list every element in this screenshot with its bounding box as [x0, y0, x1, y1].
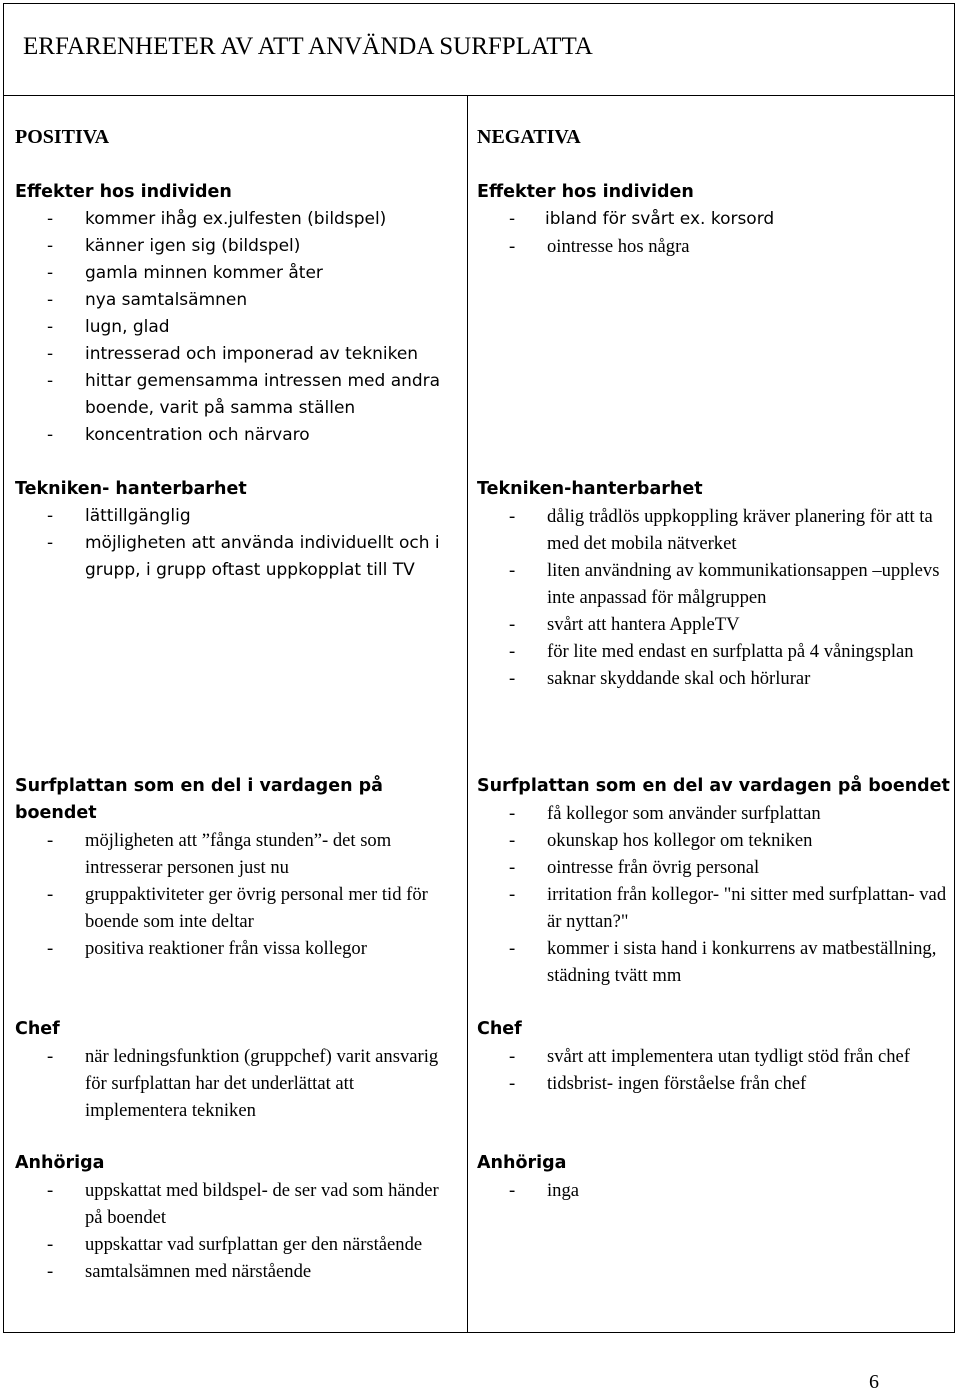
positive-section-manager — [15, 1016, 460, 1124]
negative-heading: NEGATIVA — [477, 126, 581, 148]
list-item: - uppskattar vad surfplattan ger den närstående — [15, 1231, 460, 1258]
section-heading: Tekniken- hanterbarhet — [15, 479, 247, 499]
title-row — [4, 4, 954, 96]
list-item: - svårt att hantera AppleTV — [477, 611, 952, 638]
list-item: - kommer i sista hand i konkurrens av matbeställning, städning tvätt mm — [477, 935, 952, 989]
negative-section-technology — [477, 476, 952, 692]
list-item: - koncentration och närvaro — [15, 422, 460, 449]
negative-section-everyday — [477, 773, 952, 989]
positive-section-technology — [15, 476, 460, 584]
list-item: - nya samtalsämnen — [15, 287, 460, 314]
list-item: - lättillgänglig — [15, 503, 460, 530]
list-item: - hittar gemensamma intressen med andra boende, varit på samma ställen — [15, 368, 460, 422]
item-list — [477, 503, 952, 692]
list-item: - dålig trådlös uppkoppling kräver planering för att ta med det mobila nätverket — [477, 503, 952, 557]
section-heading: Tekniken-hanterbarhet — [477, 479, 703, 499]
list-item: - gruppaktiviteter ger övrig personal mer tid för boende som inte deltar — [15, 881, 460, 935]
list-item: - intresserad och imponerad av tekniken — [15, 341, 460, 368]
list-item: - okunskap hos kollegor om tekniken — [477, 827, 952, 854]
positive-section-everyday — [15, 773, 460, 962]
list-item: - när ledningsfunktion (gruppchef) varit ansvarig för surfplattan har det underlättat att implementera tekniken — [15, 1043, 460, 1124]
list-item: - lugn, glad — [15, 314, 460, 341]
item-list — [15, 1043, 460, 1124]
positive-heading: POSITIVA — [15, 126, 110, 148]
page-number: 6 — [869, 1371, 879, 1393]
list-item: - inga — [477, 1177, 952, 1204]
list-item: - liten användning av kommunikationsappen –upplevs inte anpassad för målgruppen — [477, 557, 952, 611]
section-heading: Effekter hos individen — [477, 182, 694, 202]
list-item: - känner igen sig (bildspel) — [15, 233, 460, 260]
item-list — [477, 1043, 952, 1097]
positive-section-individual — [15, 179, 460, 449]
list-item: - för lite med endast en surfplatta på 4 våningsplan — [477, 638, 952, 665]
list-item: - möjligheten att använda individuellt och i grupp, i grupp oftast uppkopplat till TV — [15, 530, 460, 584]
section-heading: Surfplattan som en del i vardagen på boendet — [15, 776, 390, 823]
item-list — [477, 206, 952, 260]
column-divider — [467, 96, 468, 1332]
list-item: - irritation från kollegor- "ni sitter med surfplattan- vad är nyttan?" — [477, 881, 952, 935]
negative-section-relatives — [477, 1150, 952, 1204]
negative-section-individual — [477, 179, 952, 260]
item-list — [15, 827, 460, 962]
list-item: - svårt att implementera utan tydligt stöd från chef — [477, 1043, 952, 1070]
list-item: - samtalsämnen med närstående — [15, 1258, 460, 1285]
item-list — [15, 206, 460, 449]
positive-section-relatives — [15, 1150, 460, 1285]
list-item: - få kollegor som använder surfplattan — [477, 800, 952, 827]
list-item: - kommer ihåg ex.julfesten (bildspel) — [15, 206, 460, 233]
list-item: - gamla minnen kommer åter — [15, 260, 460, 287]
item-list — [15, 1177, 460, 1285]
section-heading: Effekter hos individen — [15, 182, 232, 202]
item-list — [477, 1177, 952, 1204]
list-item: - saknar skyddande skal och hörlurar — [477, 665, 952, 692]
item-list — [15, 503, 460, 584]
list-item: - ibland för svårt ex. korsord — [477, 206, 952, 233]
section-heading: Surfplattan som en del av vardagen på boendet — [477, 776, 950, 796]
list-item: - tidsbrist- ingen förståelse från chef — [477, 1070, 952, 1097]
section-heading: Anhöriga — [477, 1153, 567, 1173]
list-item: - positiva reaktioner från vissa kollegor — [15, 935, 460, 962]
section-heading: Anhöriga — [15, 1153, 105, 1173]
negative-section-manager — [477, 1016, 952, 1097]
list-item: - ointresse hos några — [477, 233, 952, 260]
item-list — [477, 800, 952, 989]
list-item: - ointresse från övrig personal — [477, 854, 952, 881]
list-item: - möjligheten att ”fånga stunden”- det som intresserar personen just nu — [15, 827, 460, 881]
experience-table — [3, 3, 955, 1333]
list-item: - uppskattat med bildspel- de ser vad som händer på boendet — [15, 1177, 460, 1231]
section-heading: Chef — [477, 1019, 522, 1039]
section-heading: Chef — [15, 1019, 60, 1039]
page-title: ERFARENHETER AV ATT ANVÄNDA SURFPLATTA — [23, 33, 593, 60]
